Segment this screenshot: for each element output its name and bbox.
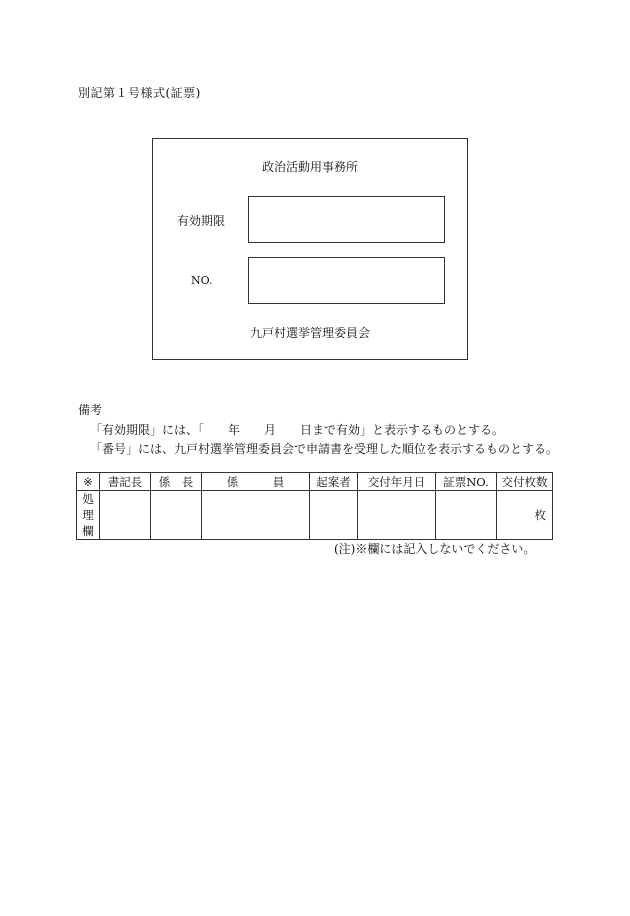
header-cell-secretary-general: 書記長 bbox=[100, 473, 151, 491]
header-cell-certificate-no: 証票NO. bbox=[436, 473, 497, 491]
certificate-heading: 政治活動用事務所 bbox=[261, 160, 358, 174]
entry-cell-section-chief[interactable] bbox=[151, 491, 202, 540]
entry-cell-certificate-no[interactable] bbox=[436, 491, 497, 540]
row-label-char: 欄 bbox=[82, 524, 94, 538]
count-unit: 枚 bbox=[534, 508, 546, 522]
footnote: (注)※欄には記入しないでください。 bbox=[334, 542, 536, 556]
form-title: 別記第１号様式(証票) bbox=[78, 86, 201, 100]
remarks-line: 「番号」には、九戸村選挙管理委員会で申請書を受理した順位を表示するものとする。 bbox=[90, 442, 559, 456]
validity-field[interactable] bbox=[248, 196, 445, 243]
remarks-line: 「有効期限」には、「 年 月 日まで有効」と表示するものとする。 bbox=[90, 423, 505, 437]
entry-cell-issue-count[interactable] bbox=[497, 491, 553, 540]
entry-cell-staff[interactable] bbox=[202, 491, 310, 540]
entry-cell-secretary-general[interactable] bbox=[100, 491, 151, 540]
number-label: NO. bbox=[191, 274, 213, 287]
number-field[interactable] bbox=[248, 257, 445, 304]
processing-table bbox=[76, 472, 553, 540]
certificate-issuer: 九戸村選挙管理委員会 bbox=[249, 326, 370, 340]
entry-cell-drafter[interactable] bbox=[310, 491, 358, 540]
header-cell-issue-count: 交付枚数 bbox=[497, 473, 553, 491]
remarks-heading: 備考 bbox=[78, 403, 103, 417]
entry-cell-issue-date[interactable] bbox=[358, 491, 436, 540]
row-label-char: 処 bbox=[82, 492, 94, 506]
mark-cell: ※ bbox=[77, 473, 100, 491]
header-cell-drafter: 起案者 bbox=[310, 473, 358, 491]
row-label-char: 理 bbox=[82, 508, 94, 522]
certificate-box bbox=[152, 138, 468, 360]
table-header-row bbox=[77, 473, 553, 491]
header-cell-staff: 係 員 bbox=[202, 473, 310, 491]
header-cell-issue-date: 交付年月日 bbox=[358, 473, 436, 491]
row-label-cell bbox=[77, 491, 100, 540]
header-cell-section-chief: 係 長 bbox=[151, 473, 202, 491]
table-entry-row bbox=[77, 491, 553, 540]
validity-label: 有効期限 bbox=[177, 214, 226, 228]
